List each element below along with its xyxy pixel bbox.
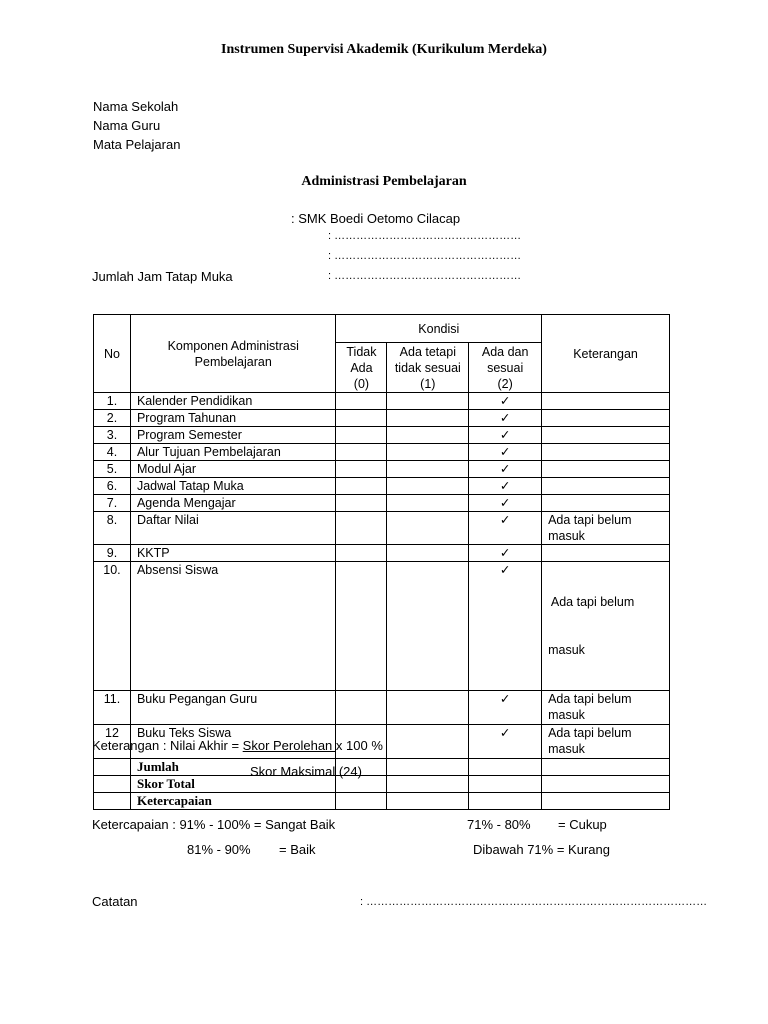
check-mark-icon: ✓ bbox=[469, 444, 542, 461]
row-komponen: Kalender Pendidikan bbox=[130, 393, 336, 410]
row-komponen: Buku Teks Siswa bbox=[130, 725, 336, 759]
row-no: 1. bbox=[94, 393, 131, 410]
row-komponen: Agenda Mengajar bbox=[130, 495, 336, 512]
nama-sekolah-label: Nama Sekolah bbox=[93, 99, 179, 114]
summary-row-skor-total bbox=[94, 776, 670, 793]
header-komponen bbox=[130, 315, 336, 393]
row-keterangan-line1: Ada tapi belum bbox=[548, 595, 635, 609]
summary-cell bbox=[387, 759, 469, 776]
table-row bbox=[94, 545, 670, 562]
row-ada-tetapi bbox=[387, 545, 469, 562]
ketercapaian-cukup-range: 71% - 80% bbox=[467, 817, 531, 832]
row-no: 10. bbox=[94, 562, 131, 691]
row-tidak-ada bbox=[336, 495, 387, 512]
header-kondisi: Kondisi bbox=[336, 315, 542, 343]
row-keterangan bbox=[542, 512, 670, 545]
row-keterangan-line1: Ada tapi belum bbox=[548, 726, 632, 740]
skor-maksimal: Skor Maksimal (24) bbox=[250, 764, 362, 779]
row-no: 9. bbox=[94, 545, 131, 562]
header-tidak-ada bbox=[336, 343, 387, 393]
header-tidak-ada-line2: Ada bbox=[350, 360, 373, 375]
row-no: 12 bbox=[94, 725, 131, 759]
row-tidak-ada bbox=[336, 444, 387, 461]
row-tidak-ada bbox=[336, 562, 387, 691]
summary-cell bbox=[469, 776, 542, 793]
row-keterangan-line2: masuk bbox=[548, 742, 585, 756]
check-mark-icon: ✓ bbox=[469, 461, 542, 478]
row-tidak-ada bbox=[336, 512, 387, 545]
row-keterangan bbox=[542, 461, 670, 478]
row-komponen: Absensi Siswa bbox=[130, 562, 336, 691]
row-tidak-ada bbox=[336, 427, 387, 444]
row-komponen: Modul Ajar bbox=[130, 461, 336, 478]
row-keterangan bbox=[542, 545, 670, 562]
row-no: 11. bbox=[94, 691, 131, 725]
row-tidak-ada bbox=[336, 410, 387, 427]
row-ada-tetapi bbox=[387, 461, 469, 478]
table-row bbox=[94, 444, 670, 461]
row-keterangan bbox=[542, 478, 670, 495]
summary-cell bbox=[387, 793, 469, 810]
check-mark-icon: ✓ bbox=[469, 725, 542, 759]
summary-no bbox=[94, 759, 131, 776]
check-mark-icon: ✓ bbox=[469, 545, 542, 562]
summary-cell bbox=[542, 759, 670, 776]
summary-cell bbox=[469, 759, 542, 776]
table-row bbox=[94, 410, 670, 427]
keterangan-prefix: Keterangan : Nilai Akhir = bbox=[92, 738, 243, 753]
row-ada-tetapi bbox=[387, 393, 469, 410]
row-ada-tetapi bbox=[387, 444, 469, 461]
row-no: 4. bbox=[94, 444, 131, 461]
row-keterangan-line2: masuk bbox=[548, 529, 585, 543]
check-mark-icon: ✓ bbox=[469, 512, 542, 545]
section-title: Administrasi Pembelajaran bbox=[301, 174, 467, 189]
mata-pelajaran-label: Mata Pelajaran bbox=[93, 137, 181, 152]
header-ada-tetapi bbox=[387, 343, 469, 393]
row-tidak-ada bbox=[336, 393, 387, 410]
row-ada-tetapi bbox=[387, 427, 469, 444]
summary-cell bbox=[336, 793, 387, 810]
row-keterangan bbox=[542, 444, 670, 461]
keterangan-formula bbox=[92, 738, 383, 753]
row-ada-tetapi bbox=[387, 512, 469, 545]
document-title: Instrumen Supervisi Akademik (Kurikulum Merdeka) bbox=[221, 42, 547, 57]
header-ada-sesuai-line1: Ada dan bbox=[481, 344, 529, 359]
nama-sekolah-value: : SMK Boedi Oetomo Cilacap bbox=[291, 211, 461, 226]
row-tidak-ada bbox=[336, 461, 387, 478]
table-row bbox=[94, 461, 670, 478]
table-row bbox=[94, 691, 670, 725]
summary-cell bbox=[542, 793, 670, 810]
row-keterangan bbox=[542, 562, 670, 691]
summary-ketercapaian-label: Ketercapaian bbox=[130, 793, 336, 810]
table-row bbox=[94, 512, 670, 545]
summary-cell bbox=[542, 776, 670, 793]
check-mark-icon: ✓ bbox=[469, 562, 542, 691]
ketercapaian-sangat-baik: Ketercapaian : 91% - 100% = Sangat Baik bbox=[92, 817, 336, 832]
row-komponen: Alur Tujuan Pembelajaran bbox=[130, 444, 336, 461]
row-komponen: Program Tahunan bbox=[130, 410, 336, 427]
ketercapaian-kurang: Dibawah 71% = Kurang bbox=[473, 842, 610, 857]
row-komponen: KKTP bbox=[130, 545, 336, 562]
row-komponen: Daftar Nilai bbox=[130, 512, 336, 545]
summary-no bbox=[94, 793, 131, 810]
summary-skor-total-label: Skor Total bbox=[130, 776, 336, 793]
row-ada-tetapi bbox=[387, 495, 469, 512]
row-keterangan-line2: masuk bbox=[548, 643, 585, 657]
row-ada-tetapi bbox=[387, 478, 469, 495]
jumlah-jam-value: : …………………………………………… bbox=[328, 270, 522, 282]
header-ada-sesuai bbox=[469, 343, 542, 393]
table-row bbox=[94, 495, 670, 512]
row-komponen: Program Semester bbox=[130, 427, 336, 444]
row-ada-tetapi bbox=[387, 410, 469, 427]
summary-cell bbox=[387, 776, 469, 793]
header-tidak-ada-line1: Tidak bbox=[346, 344, 377, 359]
header-ada-sesuai-score: (2) bbox=[497, 376, 513, 391]
nama-guru-value: : …………………………………………… bbox=[328, 230, 522, 242]
row-no: 3. bbox=[94, 427, 131, 444]
check-mark-icon: ✓ bbox=[469, 393, 542, 410]
check-mark-icon: ✓ bbox=[469, 427, 542, 444]
check-mark-icon: ✓ bbox=[469, 691, 542, 725]
row-komponen: Jadwal Tatap Muka bbox=[130, 478, 336, 495]
header-ada-tetapi-line2: tidak sesuai bbox=[394, 360, 461, 375]
skor-perolehan: Skor Perolehan bbox=[242, 738, 336, 753]
keterangan-suffix: x 100 % bbox=[335, 738, 383, 753]
mata-pelajaran-value: : …………………………………………… bbox=[328, 250, 522, 262]
check-mark-icon: ✓ bbox=[469, 410, 542, 427]
row-tidak-ada bbox=[336, 478, 387, 495]
row-keterangan-line1: Ada tapi belum bbox=[548, 513, 632, 527]
row-komponen: Buku Pegangan Guru bbox=[130, 691, 336, 725]
row-keterangan bbox=[542, 410, 670, 427]
jumlah-jam-label: Jumlah Jam Tatap Muka bbox=[92, 269, 233, 284]
row-ada-tetapi bbox=[387, 691, 469, 725]
row-tidak-ada bbox=[336, 545, 387, 562]
header-ada-tetapi-score: (1) bbox=[420, 376, 436, 391]
row-keterangan bbox=[542, 495, 670, 512]
header-komponen-line2: Pembelajaran bbox=[194, 354, 272, 369]
row-tidak-ada bbox=[336, 691, 387, 725]
row-keterangan bbox=[542, 393, 670, 410]
check-mark-icon: ✓ bbox=[469, 495, 542, 512]
row-no: 2. bbox=[94, 410, 131, 427]
table-row bbox=[94, 562, 670, 691]
header-tidak-ada-score: (0) bbox=[353, 376, 370, 391]
row-no: 6. bbox=[94, 478, 131, 495]
header-komponen-line1: Komponen Administrasi bbox=[167, 338, 299, 353]
ketercapaian-cukup-label: = Cukup bbox=[558, 817, 607, 832]
ketercapaian-baik-label: = Baik bbox=[279, 842, 316, 857]
table-row bbox=[94, 478, 670, 495]
row-keterangan bbox=[542, 691, 670, 725]
summary-row-jumlah bbox=[94, 759, 670, 776]
table-row bbox=[94, 427, 670, 444]
row-ada-tetapi bbox=[387, 725, 469, 759]
row-no: 7. bbox=[94, 495, 131, 512]
summary-cell bbox=[469, 793, 542, 810]
nama-guru-label: Nama Guru bbox=[93, 118, 161, 133]
row-ada-tetapi bbox=[387, 562, 469, 691]
ketercapaian-baik-range: 81% - 90% bbox=[187, 842, 251, 857]
catatan-label: Catatan bbox=[92, 894, 138, 909]
summary-jumlah-label: Jumlah bbox=[130, 759, 336, 776]
header-ada-tetapi-line1: Ada tetapi bbox=[399, 344, 456, 359]
row-keterangan bbox=[542, 427, 670, 444]
table-row bbox=[94, 393, 670, 410]
row-no: 8. bbox=[94, 512, 131, 545]
summary-row-ketercapaian bbox=[94, 793, 670, 810]
row-keterangan bbox=[542, 725, 670, 759]
catatan-value: : ………………………………………………………………………………… bbox=[360, 896, 708, 908]
header-ada-sesuai-line2: sesuai bbox=[487, 360, 524, 375]
row-keterangan-line2: masuk bbox=[548, 708, 585, 722]
row-no: 5. bbox=[94, 461, 131, 478]
summary-no bbox=[94, 776, 131, 793]
administrasi-table bbox=[93, 314, 670, 810]
row-keterangan-line1: Ada tapi belum bbox=[548, 692, 632, 706]
check-mark-icon: ✓ bbox=[469, 478, 542, 495]
header-no: No bbox=[94, 315, 131, 393]
header-keterangan: Keterangan bbox=[542, 315, 670, 393]
